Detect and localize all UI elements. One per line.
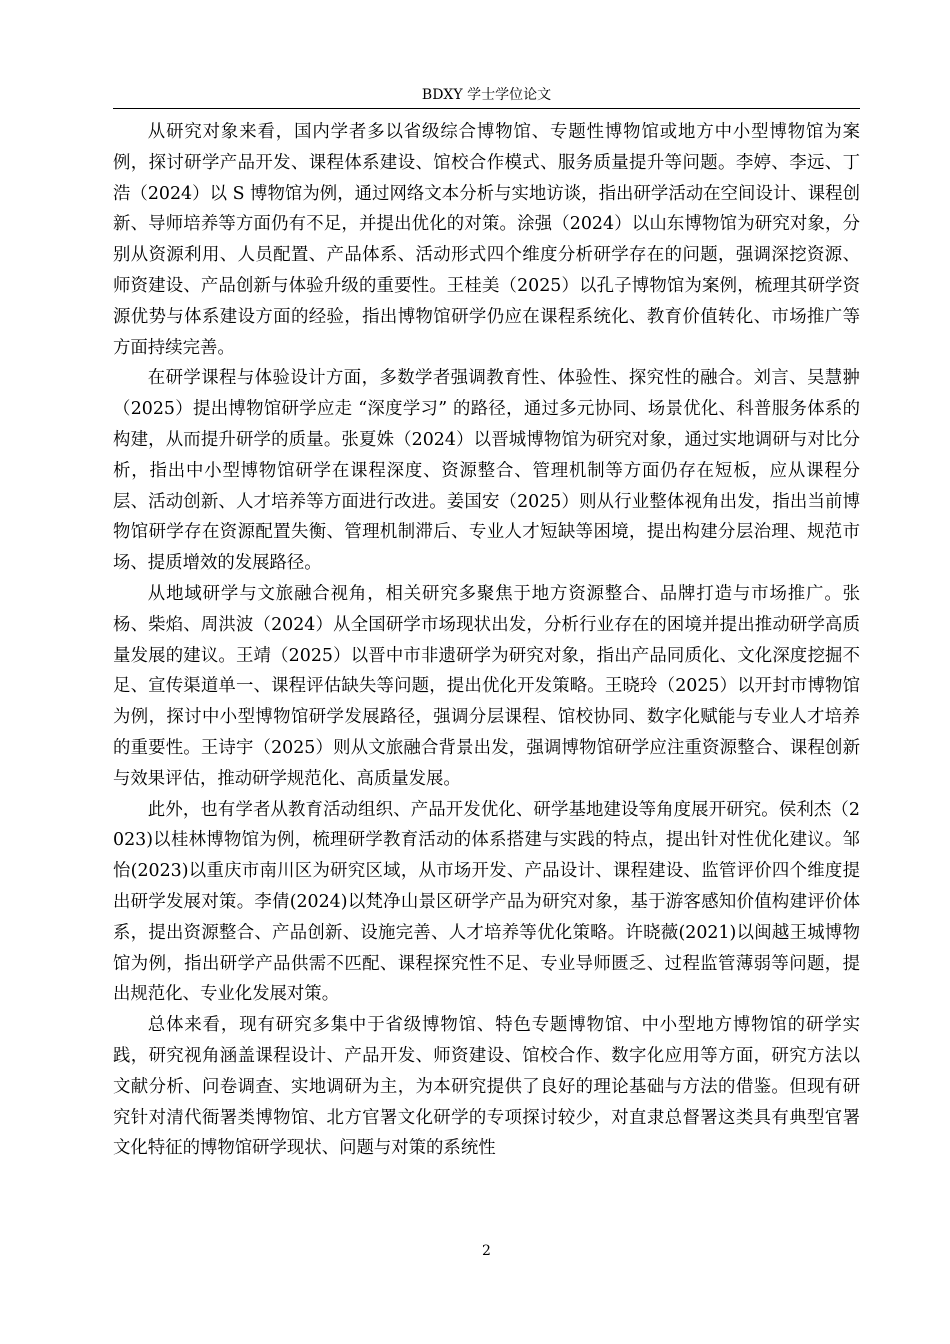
paragraph: 在研学课程与体验设计方面，多数学者强调教育性、体验性、探究性的融合。刘言、吴慧翀（2025）提出博物馆研学应走 “深度学习” 的路径，通过多元协同、场景优化、科普服务体系的构建，从而提升研学的质量。张夏姝（2024）以晋城博物馆为研究对象，通过实地调研与对比分析，指出中小型博物馆研学在课程深度、资源整合、管理机制等方面仍存在短板，应从课程分层、活动创新、人才培养等方面进行改进。姜国安（2025）则从行业整体视角出发，指出当前博物馆研学存在资源配置失衡、管理机制滞后、专业人才短缺等困境，提出构建分层治理、规范市场、提质增效的发展路径。 [113,368,860,574]
paragraph: 从地域研学与文旅融合视角，相关研究多聚焦于地方资源整合、品牌打造与市场推广。张杨、柴焰、周洪波（2024）从全国研学市场现状出发，分析行业存在的困境并提出推动研学高质量发展的建议。王靖（2025）以晋中市非遗研学为研究对象，指出产品同质化、文化深度挖掘不足、宣传渠道单一、课程评估缺失等问题，提出优化开发策略。王晓玲（2025）以开封市博物馆为例，探讨中小型博物馆研学发展路径，强调分层课程、馆校协同、数字化赋能与专业人才培养的重要性。王诗宇（2025）则从文旅融合背景出发，强调博物馆研学应注重资源整合、课程创新与效果评估，推动研学规范化、高质量发展。 [113,583,860,789]
page-header: BDXY 学士学位论文 [113,86,860,109]
paragraph: 此外，也有学者从教育活动组织、产品开发优化、研学基地建设等角度展开研究。侯利杰（2023)以桂林博物馆为例，梳理研学教育活动的体系搭建与实践的特点，提出针对性优化建议。邹怡(2023)以重庆市南川区为研究区域，从市场开发、产品设计、课程建设、监管评价四个维度提出研学发展对策。李倩(2024)以梵净山景区研学产品为研究对象，基于游客感知价值构建评价体系，提出资源整合、产品创新、设施完善、人才培养等优化策略。许晓薇(2021)以闽越王城博物馆为例，指出研学产品供需不匹配、课程探究性不足、专业导师匮乏、过程监管薄弱等问题，提出规范化、专业化发展对策。 [113,799,860,1005]
paragraph: 总体来看，现有研究多集中于省级博物馆、特色专题博物馆、中小型地方博物馆的研学实践，研究视角涵盖课程设计、产品开发、师资建设、馆校合作、数字化应用等方面，研究方法以文献分析、问卷调查、实地调研为主，为本研究提供了良好的理论基础与方法的借鉴。但现有研究针对清代衙署类博物馆、北方官署文化研学的专项探讨较少，对直隶总督署这类具有典型官署文化特征的博物馆研学现状、问题与对策的系统性 [113,1015,860,1159]
paragraph: 从研究对象来看，国内学者多以省级综合博物馆、专题性博物馆或地方中小型博物馆为案例，探讨研学产品开发、课程体系建设、馆校合作模式、服务质量提升等问题。李婷、李远、丁浩（2024）以 S 博物馆为例，通过网络文本分析与实地访谈，指出研学活动在空间设计、课程创新、导师培养等方面仍有不足，并提出优化的对策。涂强（2024）以山东博物馆为研究对象，分别从资源利用、人员配置、产品体系、活动形式四个维度分析研学存在的问题，强调深挖资源、师资建设、产品创新与体验升级的重要性。王桂美（2025）以孔子博物馆为案例，梳理其研学资源优势与体系建设方面的经验，指出博物馆研学仍应在课程系统化、教育价值转化、市场推广等方面持续完善。 [113,122,860,358]
body-text [113,117,860,1164]
page-number: 2 [482,1243,491,1259]
